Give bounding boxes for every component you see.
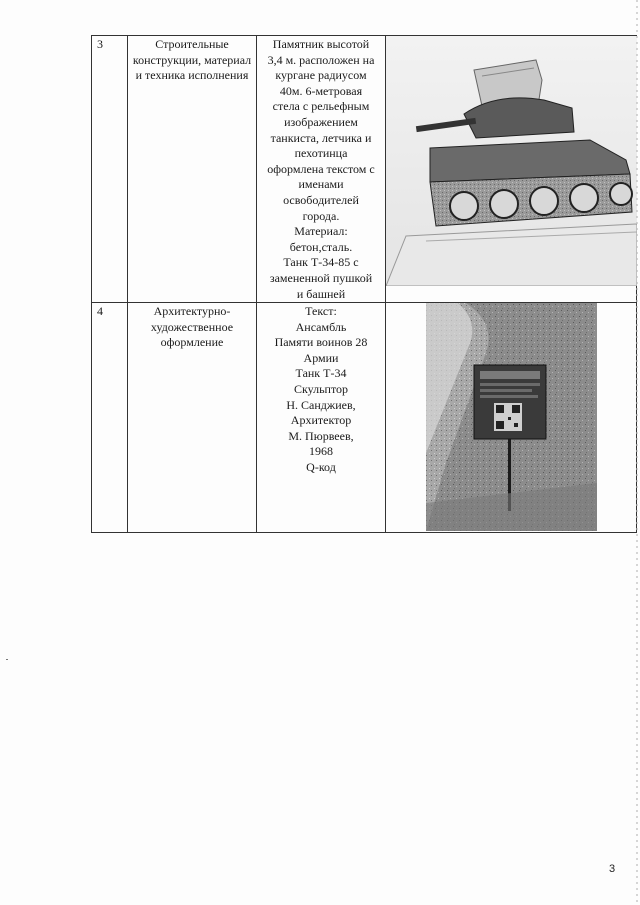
description-line: Q-код — [306, 460, 336, 475]
memorial-plaque-photo — [386, 303, 636, 532]
description-line: Танк Т-34 — [295, 366, 347, 381]
row-number: 4 — [92, 303, 128, 533]
description-line: Н. Санджиев, — [286, 397, 356, 412]
description-line: пехотинца — [294, 146, 348, 161]
memorial-plaque-icon — [386, 303, 637, 531]
description-line: Материал: — [294, 224, 348, 239]
description-line: Армии — [303, 350, 339, 365]
scan-speck — [6, 659, 8, 660]
table-row — [92, 303, 637, 533]
description-line: изображением — [284, 114, 358, 129]
description-line: кургане радиусом — [275, 68, 367, 83]
tank-monument-icon — [386, 36, 637, 286]
table-row — [92, 36, 637, 303]
row-label: Строительные конструкции, материал и техника исполнения — [128, 36, 257, 303]
photo-cell — [386, 303, 637, 533]
description-line: освободителей — [283, 192, 359, 207]
page-number: 3 — [609, 863, 616, 875]
description-line: Архитектор — [290, 413, 352, 428]
description-line: 40м. 6-метровая — [279, 83, 363, 98]
description-line: бетон,сталь. — [289, 239, 353, 254]
description-line: Текст: — [305, 304, 337, 319]
scan-edge-artifact — [636, 0, 638, 905]
description-line: именами — [298, 177, 344, 192]
description-line: Памятник высотой — [272, 37, 370, 51]
description-line: Скульптор — [293, 382, 349, 397]
description-line: замененной пушкой — [269, 270, 373, 285]
description-line: танкиста, летчика и — [270, 130, 372, 145]
description-line: М. Пюрвеев, — [288, 428, 354, 443]
row-label: Архитектурно-художественное оформление — [128, 303, 257, 533]
description-line: Ансамбль — [295, 319, 347, 334]
row-description — [257, 36, 386, 303]
description-line: 3,4 м. расположен на — [267, 52, 375, 67]
description-line: стела с рельефным — [272, 99, 370, 114]
description-line: Танк Т-34-85 с — [283, 255, 359, 270]
description-line: Памяти воинов 28 — [274, 335, 368, 350]
description-line: города. — [302, 208, 340, 223]
description-line: 1968 — [309, 444, 333, 459]
monument-info-table — [91, 35, 637, 533]
description-line: оформлена текстом с — [267, 161, 375, 176]
description-line: и башней — [296, 286, 346, 301]
row-description — [257, 303, 386, 533]
row-number: 3 — [92, 36, 128, 303]
photo-cell — [386, 36, 637, 303]
tank-monument-photo — [386, 36, 636, 302]
